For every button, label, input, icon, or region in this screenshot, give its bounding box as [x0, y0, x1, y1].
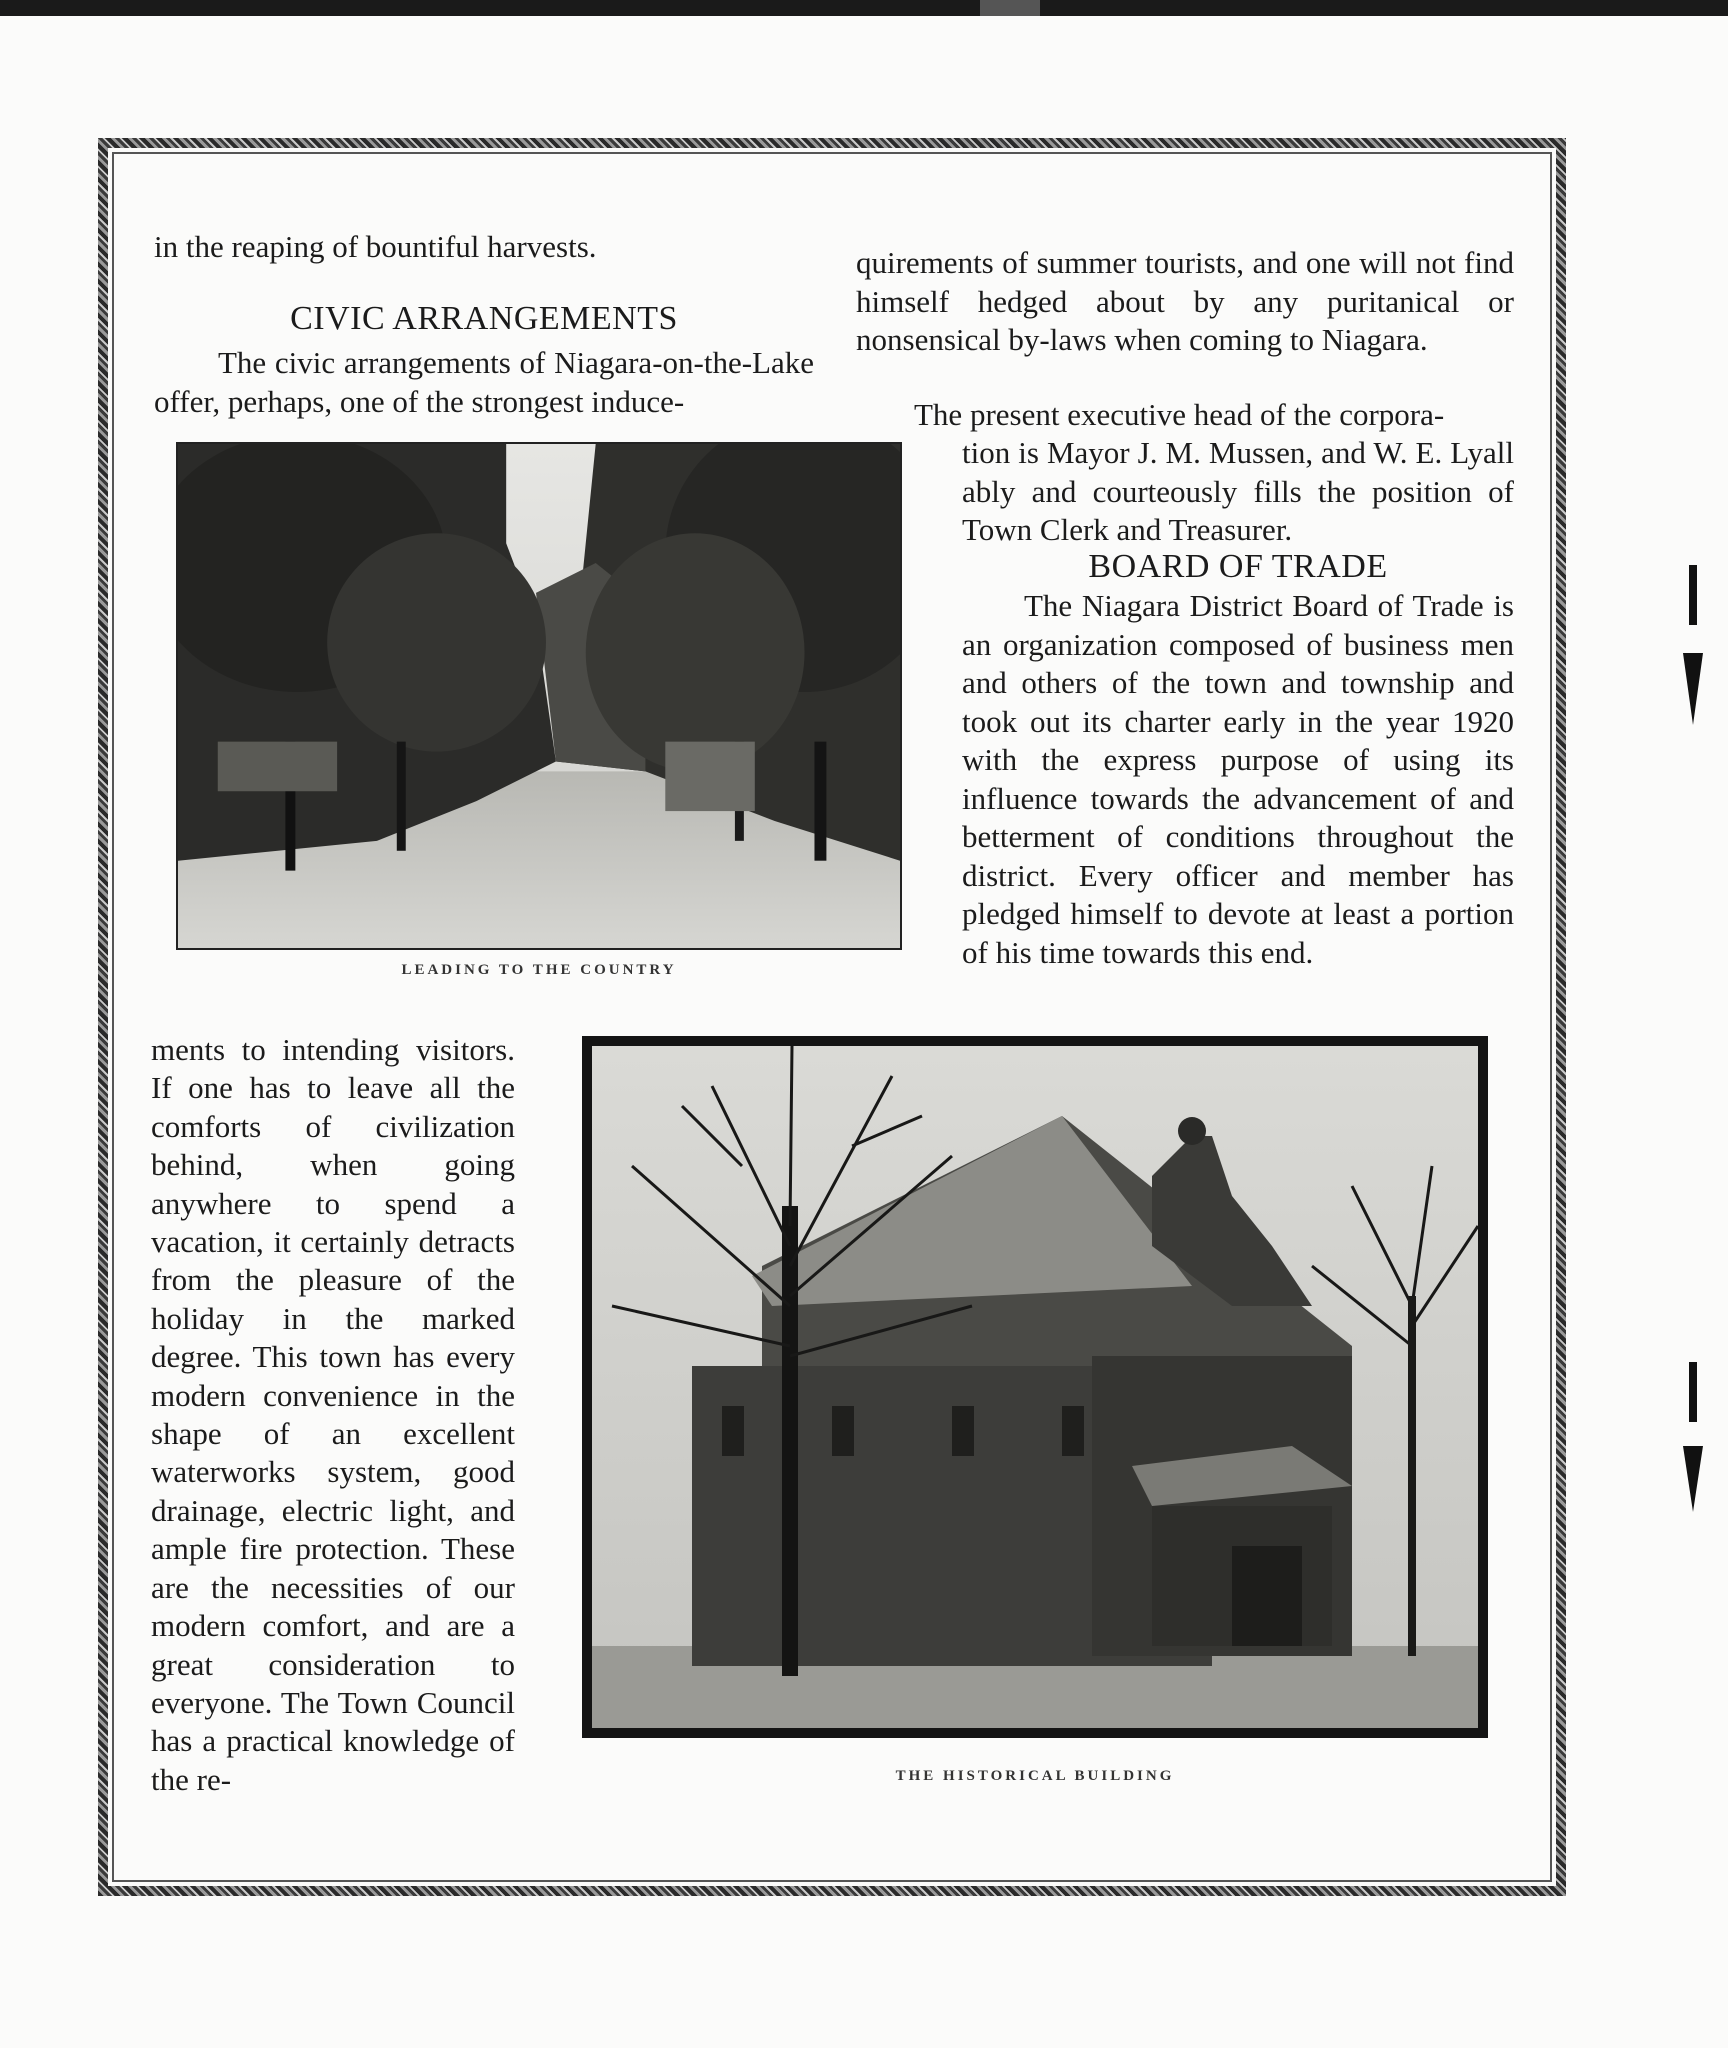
heading-civic-arrangements: CIVIC ARRANGEMENTS: [290, 300, 678, 337]
caption-the-historical-building: THE HISTORICAL BUILDING: [895, 1768, 1175, 1784]
photo-historical-building: [582, 1036, 1488, 1738]
text-reaping-line: in the reaping of bountiful harvests.: [154, 229, 597, 264]
caption-leading-to-the-country: LEADING TO THE COUNTRY: [401, 962, 677, 978]
scan-marker-arrow-icon: [1680, 1362, 1706, 1512]
text-intending-visitors: ments to intending visitors. If one has to leave all the comforts of civilization behind, when going anywhere to spend a vacation, it certainly detracts from the pleasure of the holiday in the marked degree. This town has every modern convenience in the shape of an excellent waterworks system, good drainage, electric light, and ample fire protection. These are the necessities of our modern comfort, and are a great consideration to everyone. The Town Council has a practical knowledge of the re-: [151, 1032, 515, 1797]
text-executive-head: tion is Mayor J. M. Mussen, and W. E. Lyall ably and courteously fills the position of Town Clerk and Treasurer.: [962, 435, 1514, 547]
text-summer-tourists: quirements of summer tourists, and one will not find himself hedged about by any puritanical or nonsensical by-laws when coming to Niagara.: [856, 245, 1514, 357]
scan-marker-arrow-icon: [1680, 565, 1706, 725]
text-board-of-trade: The Niagara District Board of Trade is an organization composed of business men and others of the town and township and took out its charter early in the year 1920 with the express purpose of using its influence towards the advancement of and betterment of conditions throughout the district. Every officer and member has pledged himself to devote at least a portion of his time towards this end.: [962, 588, 1514, 970]
text-executive-head-first: The present executive head of the corpora-: [914, 397, 1445, 432]
scan-top-edge: [0, 0, 1728, 16]
text-civic-arrangements: The civic arrangements of Niagara-on-the-Lake offer, perhaps, one of the strongest induce-: [154, 345, 814, 419]
photo-tree-lined-road: [176, 442, 902, 950]
heading-board-of-trade: BOARD OF TRADE: [1088, 548, 1388, 585]
